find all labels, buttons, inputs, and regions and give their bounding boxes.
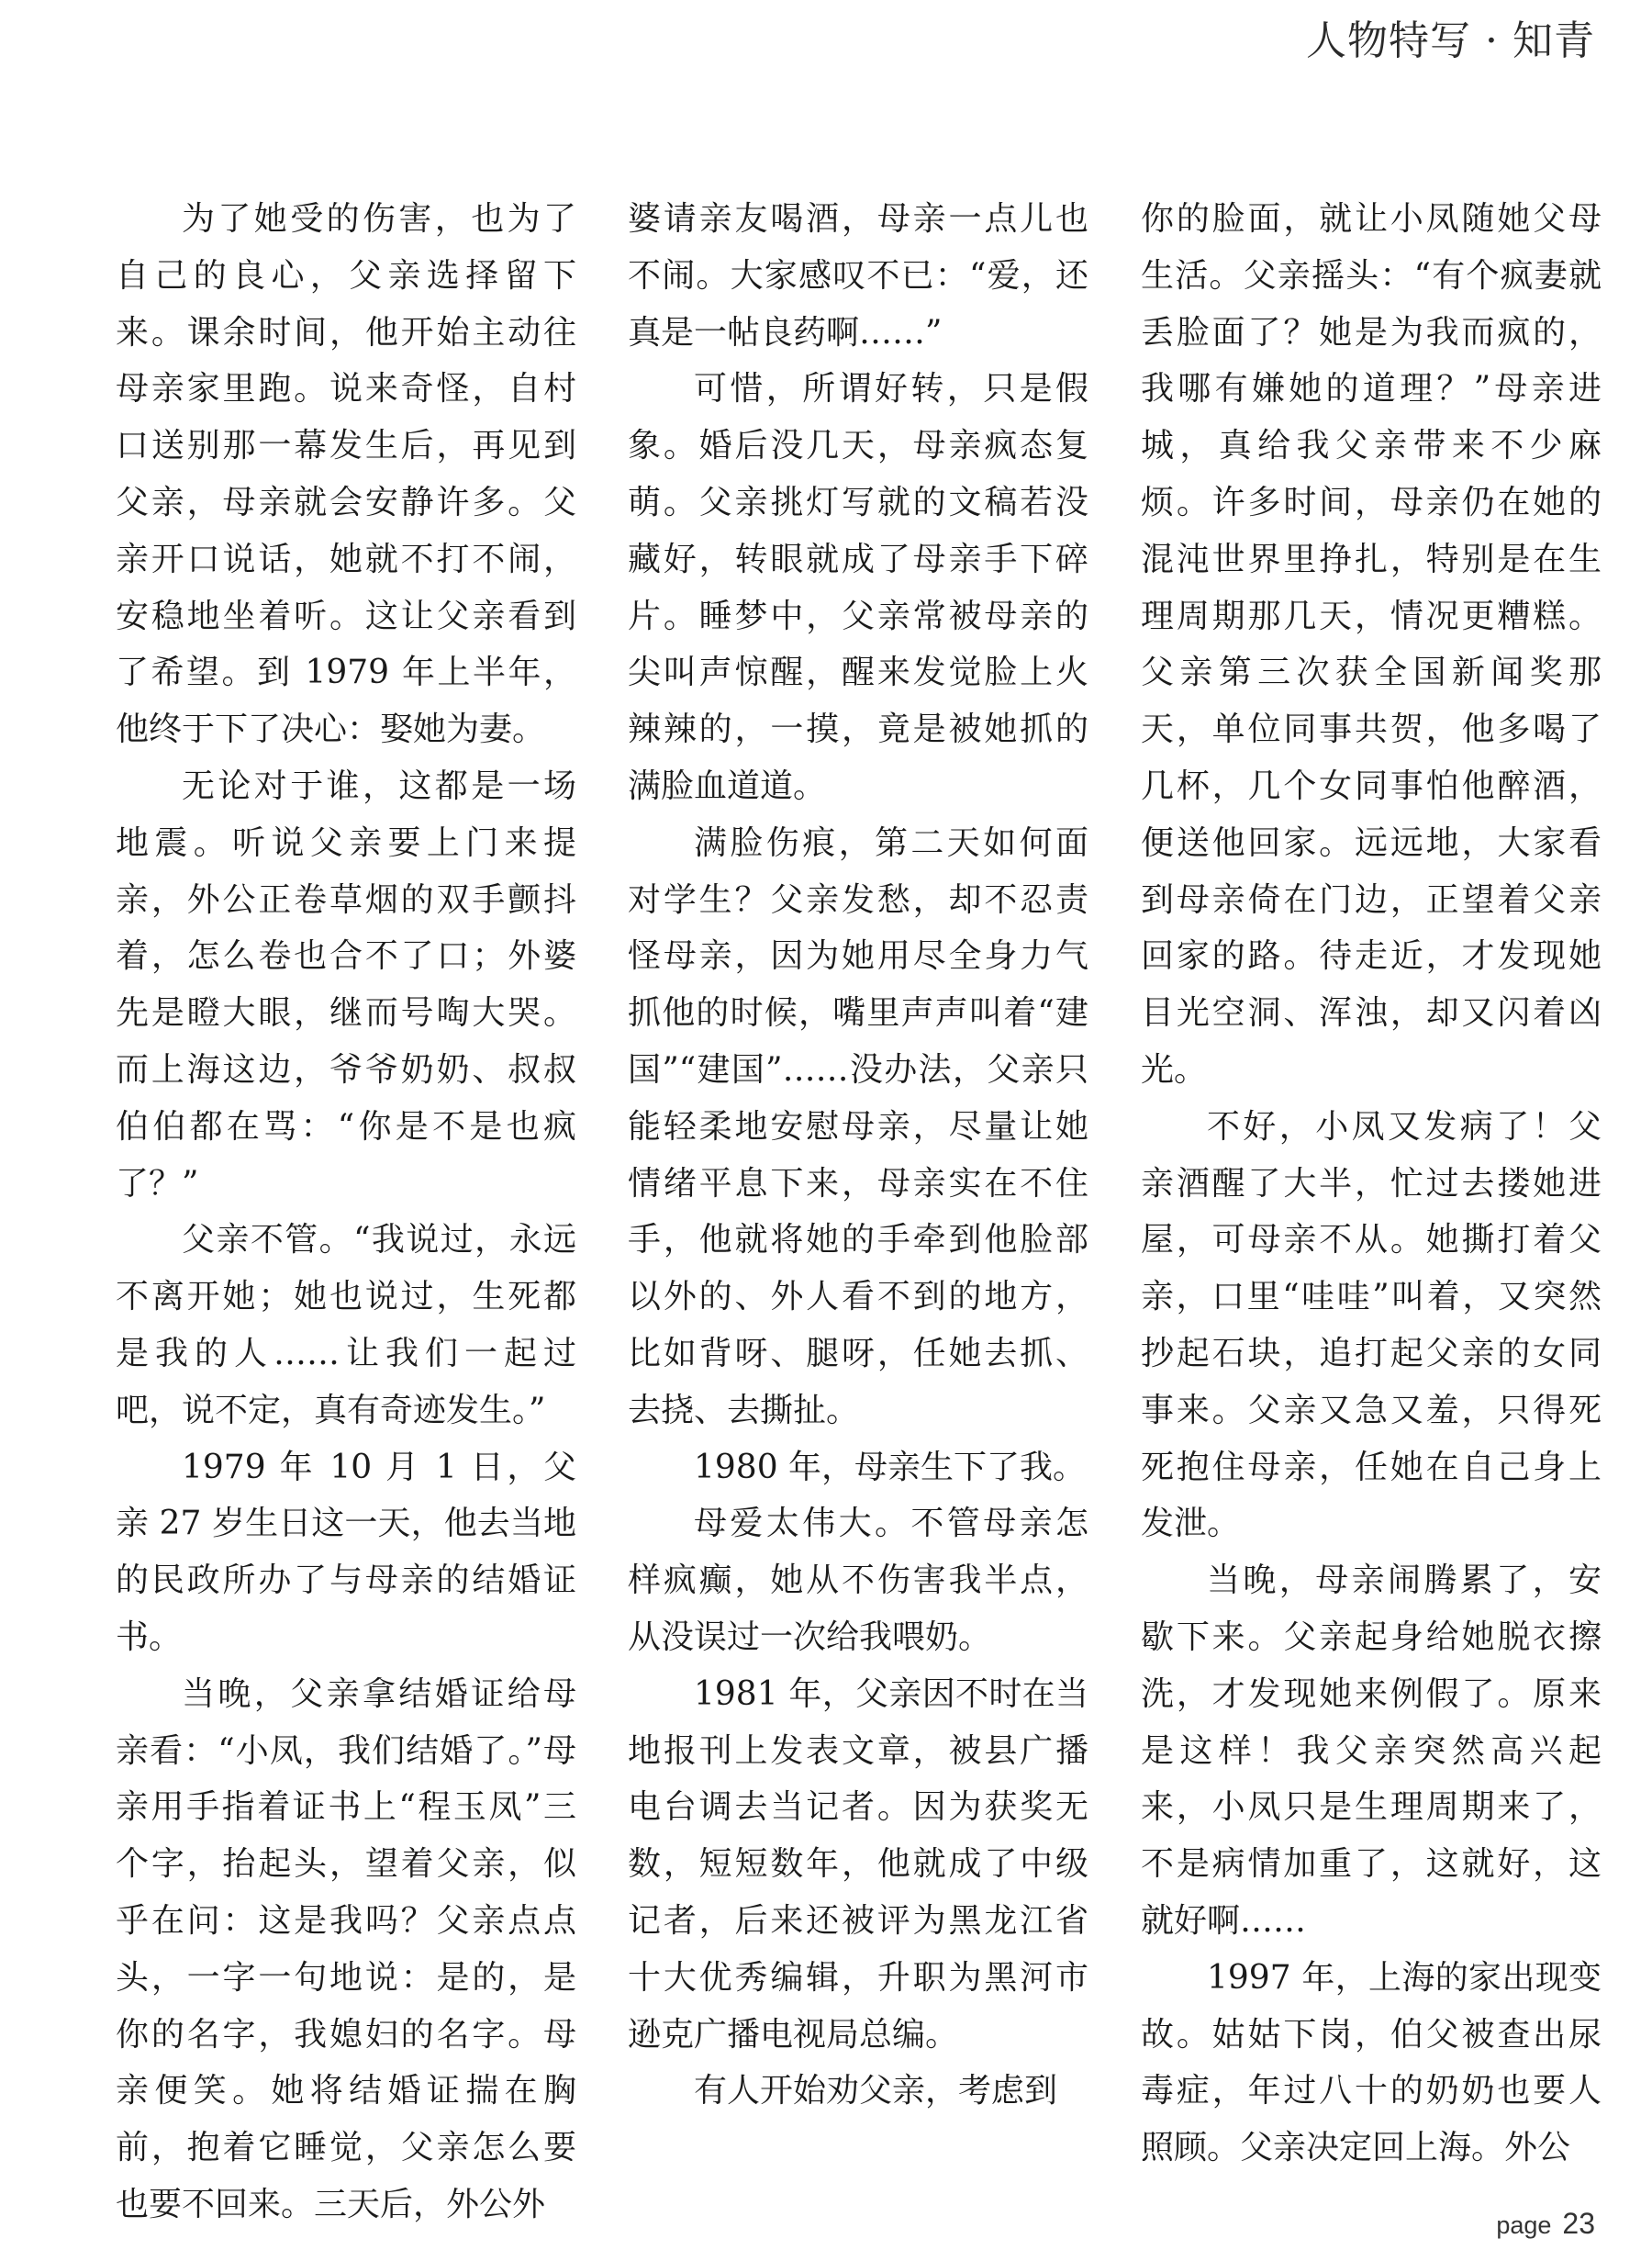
paragraph: 有人开始劝父亲，考虑到 (694, 2072, 1058, 2110)
paragraph: 1997 年，上海的家出现变故。姑姑下岗，伯父被查出尿毒症，年过八十的奶奶也要人照顾。父亲决定回上海。外公 (1141, 1958, 1602, 2167)
paragraph: 为了她受的伤害，也为了自己的良心，父亲选择留下来。课余时间，他开始主动往母亲家里跑。说来奇怪，自村口送别那一幕发生后，再见到父亲，母亲就会安静许多。父亲开口说话，她就不打不闹，安稳地坐着听。这让父亲看到了希望。到 1979 年上半年，他终于下了决心：娶她为妻。 (116, 200, 576, 749)
paragraph-continuation: 你的脸面，就让小凤随她父母生活。父亲摇头：“有个疯妻就丢脸面了？她是为我而疯的，我哪有嫌她的道理？”母亲进城，真给我父亲带来不少麻烦。许多时间，母亲仍在她的混沌世界里挣扎，特别是在生理周期那几天，情况更糟糕。父亲第三次获全国新闻奖那天，单位同事共贺，他多喝了几杯，几个女同事怕他醉酒，便送他回家。远远地，大家看到母亲倚在门边，正望着父亲回家的路。待走近，才发现她目光空洞、浑浊，却又闪着凶光。 (1141, 200, 1602, 1089)
paragraph: 满脸伤痕，第二天如何面对学生？父亲发愁，却不忍责怪母亲，因为她用尽全身力气抓他的时候，嘴里声声叫着“建国”“建国”……没办法，父亲只能轻柔地安慰母亲，尽量让她情绪平息下来，母亲实在不住手，他就将她的手牵到他脸部以外的、外人看不到的地方，比如背呀、腿呀，任她去抓、去挠、去撕扯。 (628, 823, 1088, 1429)
page-label: page (1496, 2211, 1552, 2239)
paragraph: 1981 年，父亲因不时在当地报刊上发表文章，被县广播电台调去当记者。因为获奖无数，短短数年，他就成了中级记者，后来还被评为黑龙江省十大优秀编辑，升职为黑河市逊克广播电视局总编。 (628, 1674, 1088, 2054)
paragraph: 1979 年 10 月 1 日，父亲 27 岁生日这一天，他去当地的民政所办了与母亲的结婚证书。 (116, 1448, 576, 1656)
paragraph: 不好，小凤又发病了！父亲酒醒了大半，忙过去搂她进屋，可母亲不从。她撕打着父亲，口里“哇哇”叫着，又突然抄起石块，追打起父亲的女同事来。父亲又急又羞，只得死死抱住母亲，任她在自己身上发泄。 (1141, 1107, 1602, 1543)
text-column-2 (628, 191, 1088, 2120)
paragraph: 母爱太伟大。不管母亲怎样疯癫，她从不伤害我半点，从没误过一次给我喂奶。 (628, 1505, 1088, 1656)
text-column-1 (116, 191, 576, 2233)
paragraph: 可惜，所谓好转，只是假象。婚后没几天，母亲疯态复萌。父亲挑灯写就的文稿若没藏好，转眼就成了母亲手下碎片。睡梦中，父亲常被母亲的尖叫声惊醒，醒来发觉脸上火辣辣的，一摸，竟是被她抓的满脸血道道。 (628, 370, 1088, 805)
paragraph: 当晚，母亲闹腾累了，安歇下来。父亲起身给她脱衣擦洗，才发现她来例假了。原来是这样！我父亲突然高兴起来，小凤只是生理周期来了，不是病情加重了，这就好，这就好啊…… (1141, 1562, 1602, 1940)
paragraph-continuation: 婆请亲友喝酒，母亲一点儿也不闹。大家感叹不已：“爱，还真是一帖良药啊……” (628, 200, 1088, 352)
paragraph: 1980 年，母亲生下了我。 (694, 1448, 1087, 1486)
text-column-3 (1141, 191, 1602, 2177)
paragraph: 无论对于谁，这都是一场地震。听说父亲要上门来提亲，外公正卷草烟的双手颤抖着，怎么卷也合不了口；外婆先是瞪大眼，继而号啕大哭。而上海这边，爷爷奶奶、叔叔伯伯都在骂：“你是不是也疯了？” (116, 767, 576, 1203)
page-footer (1496, 2207, 1595, 2241)
paragraph: 父亲不管。“我说过，永远不离开她；她也说过，生死都是我的人……让我们一起过吧，说不定，真有奇迹发生。” (116, 1221, 576, 1429)
paragraph: 当晚，父亲拿结婚证给母亲看：“小凤，我们结婚了。”母亲用手指着证书上“程玉凤”三个字，抬起头，望着父亲，似乎在问：这是我吗？父亲点点头，一字一句地说：是的，是你的名字，我媳妇的名字。母亲便笑。她将结婚证揣在胸前，抱着它睡觉，父亲怎么要也要不回来。三天后，外公外 (116, 1674, 576, 2223)
section-header: 人物特写 · 知青 (1306, 17, 1595, 64)
page-number: 23 (1562, 2207, 1595, 2240)
